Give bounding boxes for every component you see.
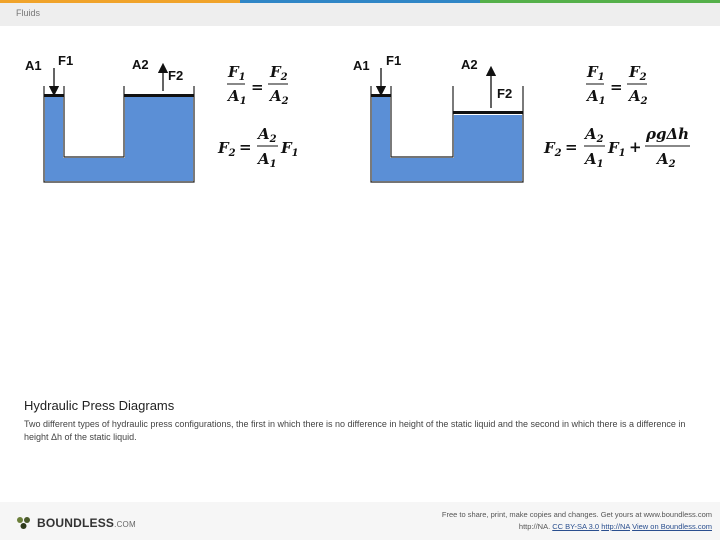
svg-text:F1: $F_1$	[228, 63, 246, 83]
svg-text:F2: $F_2$	[270, 63, 288, 83]
right-press-diagram	[353, 53, 523, 182]
svg-text:F1: $F_1$	[608, 139, 626, 159]
right-piston-large	[453, 111, 523, 114]
view-on-boundless-link[interactable]: View on Boundless.com	[632, 522, 712, 531]
left-label-a2: A2	[132, 57, 149, 72]
attribution-source-text: http://NA.	[518, 522, 551, 531]
right-label-a1: A1	[353, 58, 370, 73]
svg-text:=: =	[565, 138, 578, 156]
left-label-f1: F1	[58, 53, 74, 68]
footer-share-note: Free to share, print, make copies and changes. Get yours at www.boundless.com	[441, 510, 712, 519]
right-liquid	[372, 97, 522, 181]
svg-text:ρgΔh: ρgΔh	[646, 125, 690, 143]
logo-text: BOUNDLESS.COM	[37, 516, 136, 530]
left-press-diagram	[25, 53, 194, 182]
svg-text:=: =	[251, 78, 264, 96]
page-title: Fluids	[16, 8, 41, 18]
left-label-a1: A1	[25, 58, 42, 73]
hydraulic-press-figure	[0, 40, 720, 200]
svg-text:A1: $A_1$	[228, 87, 247, 107]
left-label-f2: F2	[168, 68, 184, 83]
source-link[interactable]: http://NA	[601, 522, 630, 531]
svg-text:F1: $F_1$	[587, 63, 605, 83]
left-equation-2	[217, 125, 299, 170]
footer	[0, 502, 720, 540]
right-label-f1: F1	[386, 53, 402, 68]
svg-text:A2: $A_2$	[629, 87, 648, 107]
svg-text:=: =	[610, 78, 623, 96]
logo-mark-icon	[16, 516, 32, 530]
right-label-a2: A2	[461, 57, 478, 72]
svg-text:A2: $A_2$	[258, 125, 277, 145]
right-label-f2: F2	[497, 86, 513, 101]
right-equation-2	[543, 125, 690, 170]
svg-text:A1: $A_1$	[258, 150, 277, 170]
left-piston-large	[124, 94, 194, 97]
svg-text:A2: $A_2$	[585, 125, 604, 145]
license-link[interactable]: CC BY-SA 3.0	[552, 522, 600, 531]
svg-text:A2: $A_2$	[270, 87, 289, 107]
left-piston-small	[44, 94, 64, 97]
svg-text:A1: $A_1$	[585, 150, 604, 170]
boundless-logo[interactable]	[16, 515, 136, 531]
left-liquid	[45, 97, 193, 181]
svg-text:F2: $F_2$	[218, 139, 236, 159]
svg-text:A1: $A_1$	[587, 87, 606, 107]
svg-text:F2: $F_2$	[629, 63, 647, 83]
caption-text: Two different types of hydraulic press configurations, the first in which there is no difference in height of the static liquid and the second in which there is a difference in height Δh of the static liquid.	[24, 419, 686, 442]
footer-attribution	[519, 522, 712, 531]
svg-text:A2: $A_2$	[657, 150, 676, 170]
left-equation-1	[226, 63, 289, 107]
right-piston-small	[371, 94, 391, 97]
svg-text:F2: $F_2$	[544, 139, 562, 159]
svg-text:+: +	[629, 138, 642, 156]
svg-text:=: =	[239, 138, 252, 156]
header-bar	[0, 3, 720, 26]
right-equation-1	[585, 63, 648, 107]
svg-text:F1: $F_1$	[281, 139, 299, 159]
caption-title: Hydraulic Press Diagrams	[24, 398, 175, 413]
